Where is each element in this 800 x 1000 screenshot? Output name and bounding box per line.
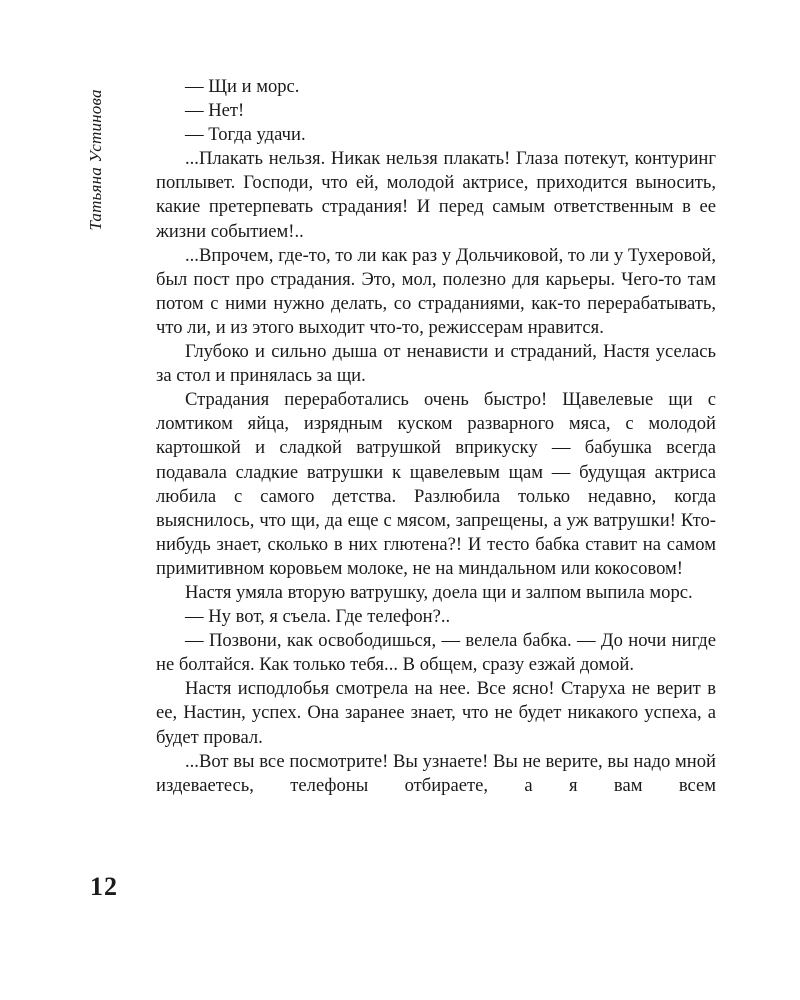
paragraph: Настя исподлобья смотрела на нее. Все ясно! Старуха не верит в ее, Настин, успех. Она заранее знает, что не будет никакого успеха, а будет провал. xyxy=(156,678,716,748)
text-block xyxy=(156,75,716,798)
paragraph: — Щи и морс. xyxy=(185,76,300,97)
paragraph: ...Плакать нельзя. Никак нельзя плакать! Глаза потекут, контуринг поплывет. Господи, что ей, молодой актрисе, приходится выносить, какие претерпевать страдания! И перед самым ответственным в ее жизни событием!.. xyxy=(156,148,716,242)
paragraph: Страдания переработались очень быстро! Щавелевые щи с ломтиком яйца, изрядным куском разварного мяса, с молодой картошкой и сладкой ватрушкой вприкуску — бабушка всегда подавала сладкие ватрушки к щавелевым щам — будущая актриса любила с самого детства. Разлюбила только недавно, когда выяснилось, что щи, да еще с мясом, запрещены, а уж ватрушки! Кто-нибудь знает, сколько в них глютена?! И тесто бабка ставит на самом примитивном коровьем молоке, не на миндальном или кокосовом! xyxy=(156,389,716,579)
paragraph: ...Впрочем, где-то, то ли как раз у Дольчиковой, то ли у Тухеровой, был пост про страдания. Это, мол, полезно для карьеры. Чего-то там потом с ними нужно делать, со страданиями, как-то перерабатывать, что ли, и из этого выходит что-то, режиссерам нравится. xyxy=(156,244,716,338)
paragraph-last: ...Вот вы все посмотрите! Вы узнаете! Вы не верите, вы надо мной издеваетесь, телефоны отбираете, а я вам всем xyxy=(156,750,716,796)
running-head-text: Татьяна Устинова xyxy=(86,89,105,231)
paragraph: — Тогда удачи. xyxy=(185,124,306,146)
paragraph: Настя умяла вторую ватрушку, доела щи и залпом выпила морс. xyxy=(185,581,693,603)
paragraph: — Позвони, как освободишься, — велела бабка. — До ночи нигде не болтайся. Как только тебя... В общем, сразу езжай домой. xyxy=(156,630,716,676)
paragraph: — Ну вот, я съела. Где телефон?.. xyxy=(185,606,451,628)
paragraph: Глубоко и сильно дыша от ненависти и страданий, Настя уселась за стол и принялась за щи. xyxy=(156,341,716,387)
paragraph: — Нет! xyxy=(185,100,245,122)
page-number: 12 xyxy=(90,872,118,901)
